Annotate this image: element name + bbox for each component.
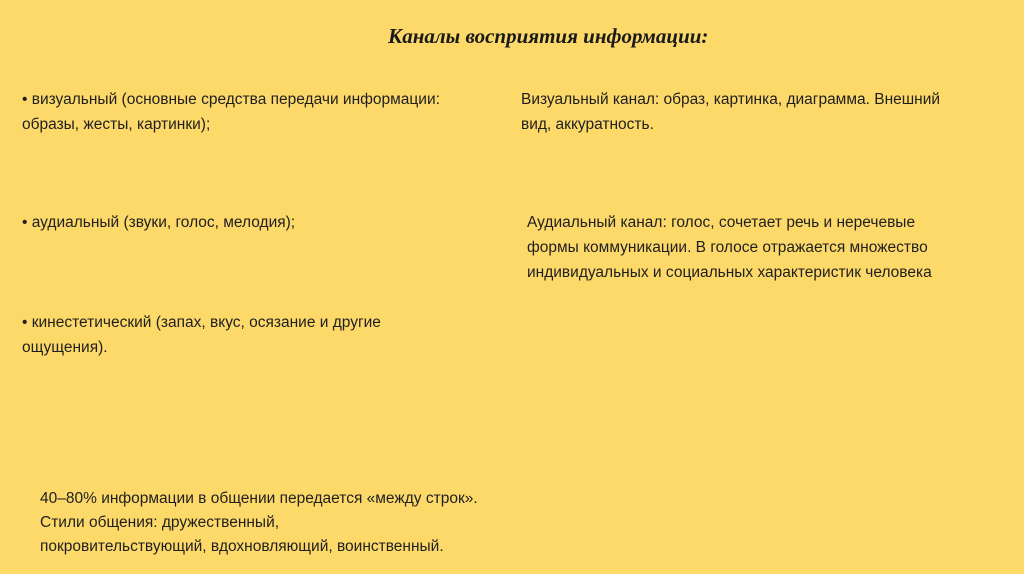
audial-channel-line: • аудиальный (звуки, голос, мелодия); [22, 214, 296, 231]
visual-description-line: Визуальный канал: образ, картинка, диаграмма. Внешний [521, 91, 941, 108]
visual-description-line: вид, аккуратность. [521, 116, 654, 133]
visual-channel-item [22, 87, 512, 137]
visual-channel-line: образы, жесты, картинки); [22, 116, 211, 133]
communication-note-line: покровительствующий, вдохновляющий, воинственный. [40, 538, 444, 555]
audial-description-line: Аудиальный канал: голос, сочетает речь и неречевые [527, 214, 916, 231]
audial-channel-description [527, 210, 997, 285]
kinesthetic-channel-line: ощущения). [22, 339, 108, 356]
visual-channel-description [521, 87, 1011, 137]
kinesthetic-channel-line: • кинестетический (запах, вкус, осязание и другие [22, 314, 381, 331]
audial-description-line: формы коммуникации. В голосе отражается множество [527, 239, 928, 256]
kinesthetic-channel-item [22, 310, 452, 360]
slide-title: Каналы восприятия информации: [388, 24, 709, 48]
audial-description-line: индивидуальных и социальных характеристик человека [527, 264, 932, 281]
communication-note-line: 40–80% информации в общении передается «между строк». [40, 490, 478, 507]
communication-note-line: Стили общения: дружественный, [40, 514, 280, 531]
communication-note [40, 487, 580, 559]
visual-channel-line: • визуальный (основные средства передачи информации: [22, 91, 440, 108]
audial-channel-item [22, 210, 502, 235]
